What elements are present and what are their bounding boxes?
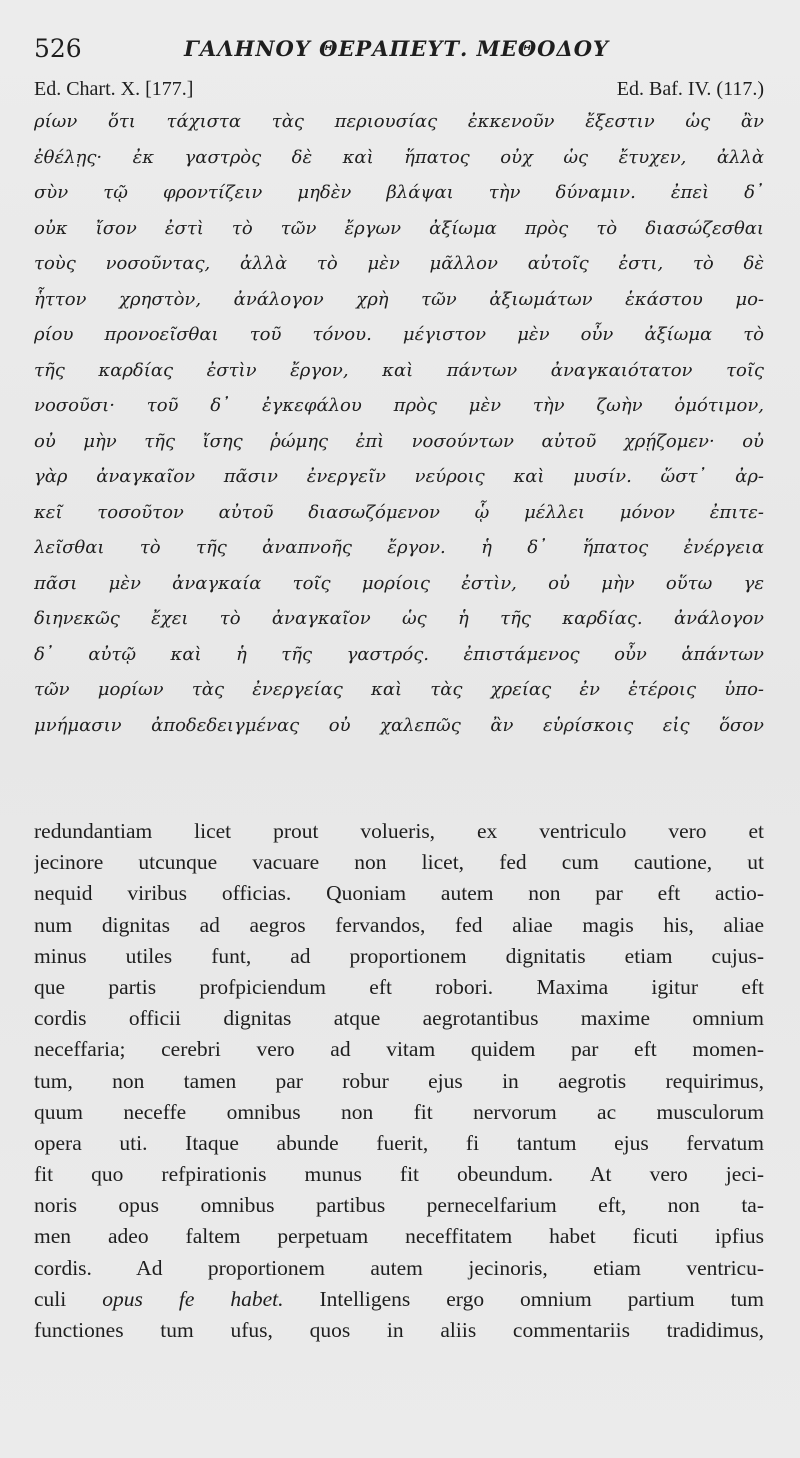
latin-text-segment: neceffaria; cerebri vero ad vitam quidem par eft momen-: [34, 1037, 764, 1062]
greek-text-line: ἧττον χρηστὸν, ἀνάλογον χρὴ τῶν ἀξιωμάτων ἑκάστου μο-: [34, 288, 764, 310]
greek-text-line: δ᾽ αὐτῷ καὶ ἡ τῆς γαστρός. ἐπιστάμενος οὖν ἁπάντων: [34, 643, 764, 665]
latin-text-line: [34, 1034, 764, 1065]
latin-text-segment: opera uti. Itaque abunde fuerit, fi tantum ejus fervatum: [34, 1130, 764, 1155]
latin-text-segment: nequid viribus officias. Quoniam autem non par eft actio-: [34, 881, 764, 906]
greek-text-line: σὺν τῷ φροντίζειν μηδὲν βλάψαι τὴν δύναμιν. ἐπεὶ δ᾽: [34, 182, 764, 203]
latin-text-segment: jecinore utcunque vacuare non licet, fed cum cautione, ut: [34, 850, 764, 875]
latin-text-segment: minus utiles funt, ad proportionem dignitatis etiam cujus-: [34, 943, 764, 968]
latin-text-line: [34, 1003, 764, 1034]
latin-text-line: [34, 910, 764, 941]
latin-text-line: [34, 847, 764, 878]
running-title: ΓΑΛΗΝΟΥ ΘΕΡΑΠΕΥΤ. ΜΕΘΟΔΟΥ: [184, 36, 610, 61]
greek-text-line: κεῖ τοσοῦτον αὐτοῦ διασωζόμενον ᾧ μέλλει μόνον ἐπιτε-: [34, 501, 764, 523]
latin-text-line: [34, 1315, 764, 1346]
latin-text-segment: cordis. Ad proportionem autem jecinoris, etiam ventricu-: [34, 1255, 764, 1280]
greek-text-line: νοσοῦσι· τοῦ δ᾽ ἐγκεφάλου πρὸς μὲν τὴν ζωὴν ὁμότιμον,: [34, 395, 764, 416]
latin-text-line: [34, 972, 764, 1003]
greek-text-line: πᾶσι μὲν ἀναγκαία τοῖς μορίοις ἐστὶν, οὐ μὴν οὕτω γε: [34, 572, 764, 594]
page-header: [34, 28, 774, 68]
latin-text-segment: functiones tum ufus, quos in aliis commentariis tradidimus,: [34, 1318, 764, 1342]
greek-text-line: οὐ μὴν τῆς ἴσης ῥώμης ἐπὶ νοσούντων αὐτοῦ χρῄζομεν· οὐ: [34, 430, 764, 452]
greek-text-line: μνήμασιν ἀποδεδειγμένας οὐ χαλεπῶς ἂν εὑρίσκοις εἰς ὅσον: [34, 714, 764, 736]
greek-text-line: ρίου προνοεῖσθαι τοῦ τόνου. μέγιστον μὲν οὖν ἀξίωμα τὸ: [34, 324, 764, 345]
page-number: 526: [34, 34, 82, 63]
latin-text-segment: cordis officii dignitas atque aegrotantibus maxime omnium: [34, 1006, 764, 1031]
edition-basel-ref: Ed. Baf. IV. (117.): [616, 78, 764, 100]
latin-text-line: [34, 1159, 764, 1190]
latin-text-segment: quum neceffe omnibus non fit nervorum ac musculorum: [34, 1099, 764, 1124]
greek-text-line: ρίων ὅτι τάχιστα τὰς περιουσίας ἐκκενοῦν ἔξεστιν ὡς ἂν: [34, 111, 764, 132]
latin-text-segment: culi: [34, 1286, 67, 1311]
latin-italic-phrase: opus fe habet.: [102, 1286, 284, 1311]
greek-text-line: τῆς καρδίας ἐστὶν ἔργον, καὶ πάντων ἀναγκαιότατον τοῖς: [34, 359, 764, 381]
greek-text-line: τοὺς νοσοῦντας, ἀλλὰ τὸ μὲν μᾶλλον αὐτοῖς ἐστι, τὸ δὲ: [34, 253, 764, 274]
greek-text-line: οὐκ ἴσον ἐστὶ τὸ τῶν ἔργων ἀξίωμα πρὸς τὸ διασώζεσθαι: [34, 217, 764, 239]
edition-reference-line: [34, 78, 764, 104]
greek-text-line: γὰρ ἀναγκαῖον πᾶσιν ἐνεργεῖν νεύροις καὶ μυσίν. ὥστ᾽ ἀρ-: [34, 466, 764, 487]
latin-text-segment: men adeo faltem perpetuam neceffitatem habet ficuti ipfius: [34, 1224, 764, 1249]
latin-text-line: [34, 1066, 764, 1097]
greek-text-line: τῶν μορίων τὰς ἐνεργείας καὶ τὰς χρείας ἐν ἑτέροις ὑπο-: [34, 679, 764, 700]
edition-chartier-ref: Ed. Chart. X. [177.]: [34, 78, 194, 100]
latin-text-block: [34, 816, 764, 1346]
greek-text-block: [34, 104, 764, 743]
latin-text-line: [34, 941, 764, 972]
latin-text-line: [34, 1190, 764, 1221]
latin-text-line: [34, 1221, 764, 1252]
greek-text-line: διηνεκῶς ἔχει τὸ ἀναγκαῖον ὡς ἡ τῆς καρδίας. ἀνάλογον: [34, 608, 764, 629]
latin-text-line: [34, 816, 764, 847]
latin-text-segment: redundantiam licet prout volueris, ex ventriculo vero et: [34, 819, 764, 843]
latin-text-line: [34, 1284, 764, 1315]
latin-text-segment: tum, non tamen par robur ejus in aegrotis requirimus,: [34, 1068, 764, 1093]
latin-text-line: [34, 1097, 764, 1128]
greek-text-line: λεῖσθαι τὸ τῆς ἀναπνοῆς ἔργον. ἡ δ᾽ ἥπατος ἐνέργεια: [34, 537, 764, 558]
latin-text-line: [34, 878, 764, 909]
latin-text-segment: fit quo refpirationis munus fit obeundum. At vero jeci-: [34, 1162, 764, 1187]
greek-text-line: ἐθέλῃς· ἐκ γαστρὸς δὲ καὶ ἥπατος οὐχ ὡς ἔτυχεν, ἀλλὰ: [34, 146, 764, 168]
latin-text-line: [34, 1128, 764, 1159]
latin-text-segment: Intelligens ergo omnium partium tum: [319, 1286, 764, 1311]
latin-text-segment: num dignitas ad aegros fervandos, fed aliae magis his, aliae: [34, 912, 764, 937]
latin-text-line: [34, 1253, 764, 1284]
latin-text-segment: noris opus omnibus partibus pernecelfarium eft, non ta-: [34, 1193, 764, 1218]
latin-text-segment: que partis profpiciendum eft robori. Maxima igitur eft: [34, 974, 764, 999]
